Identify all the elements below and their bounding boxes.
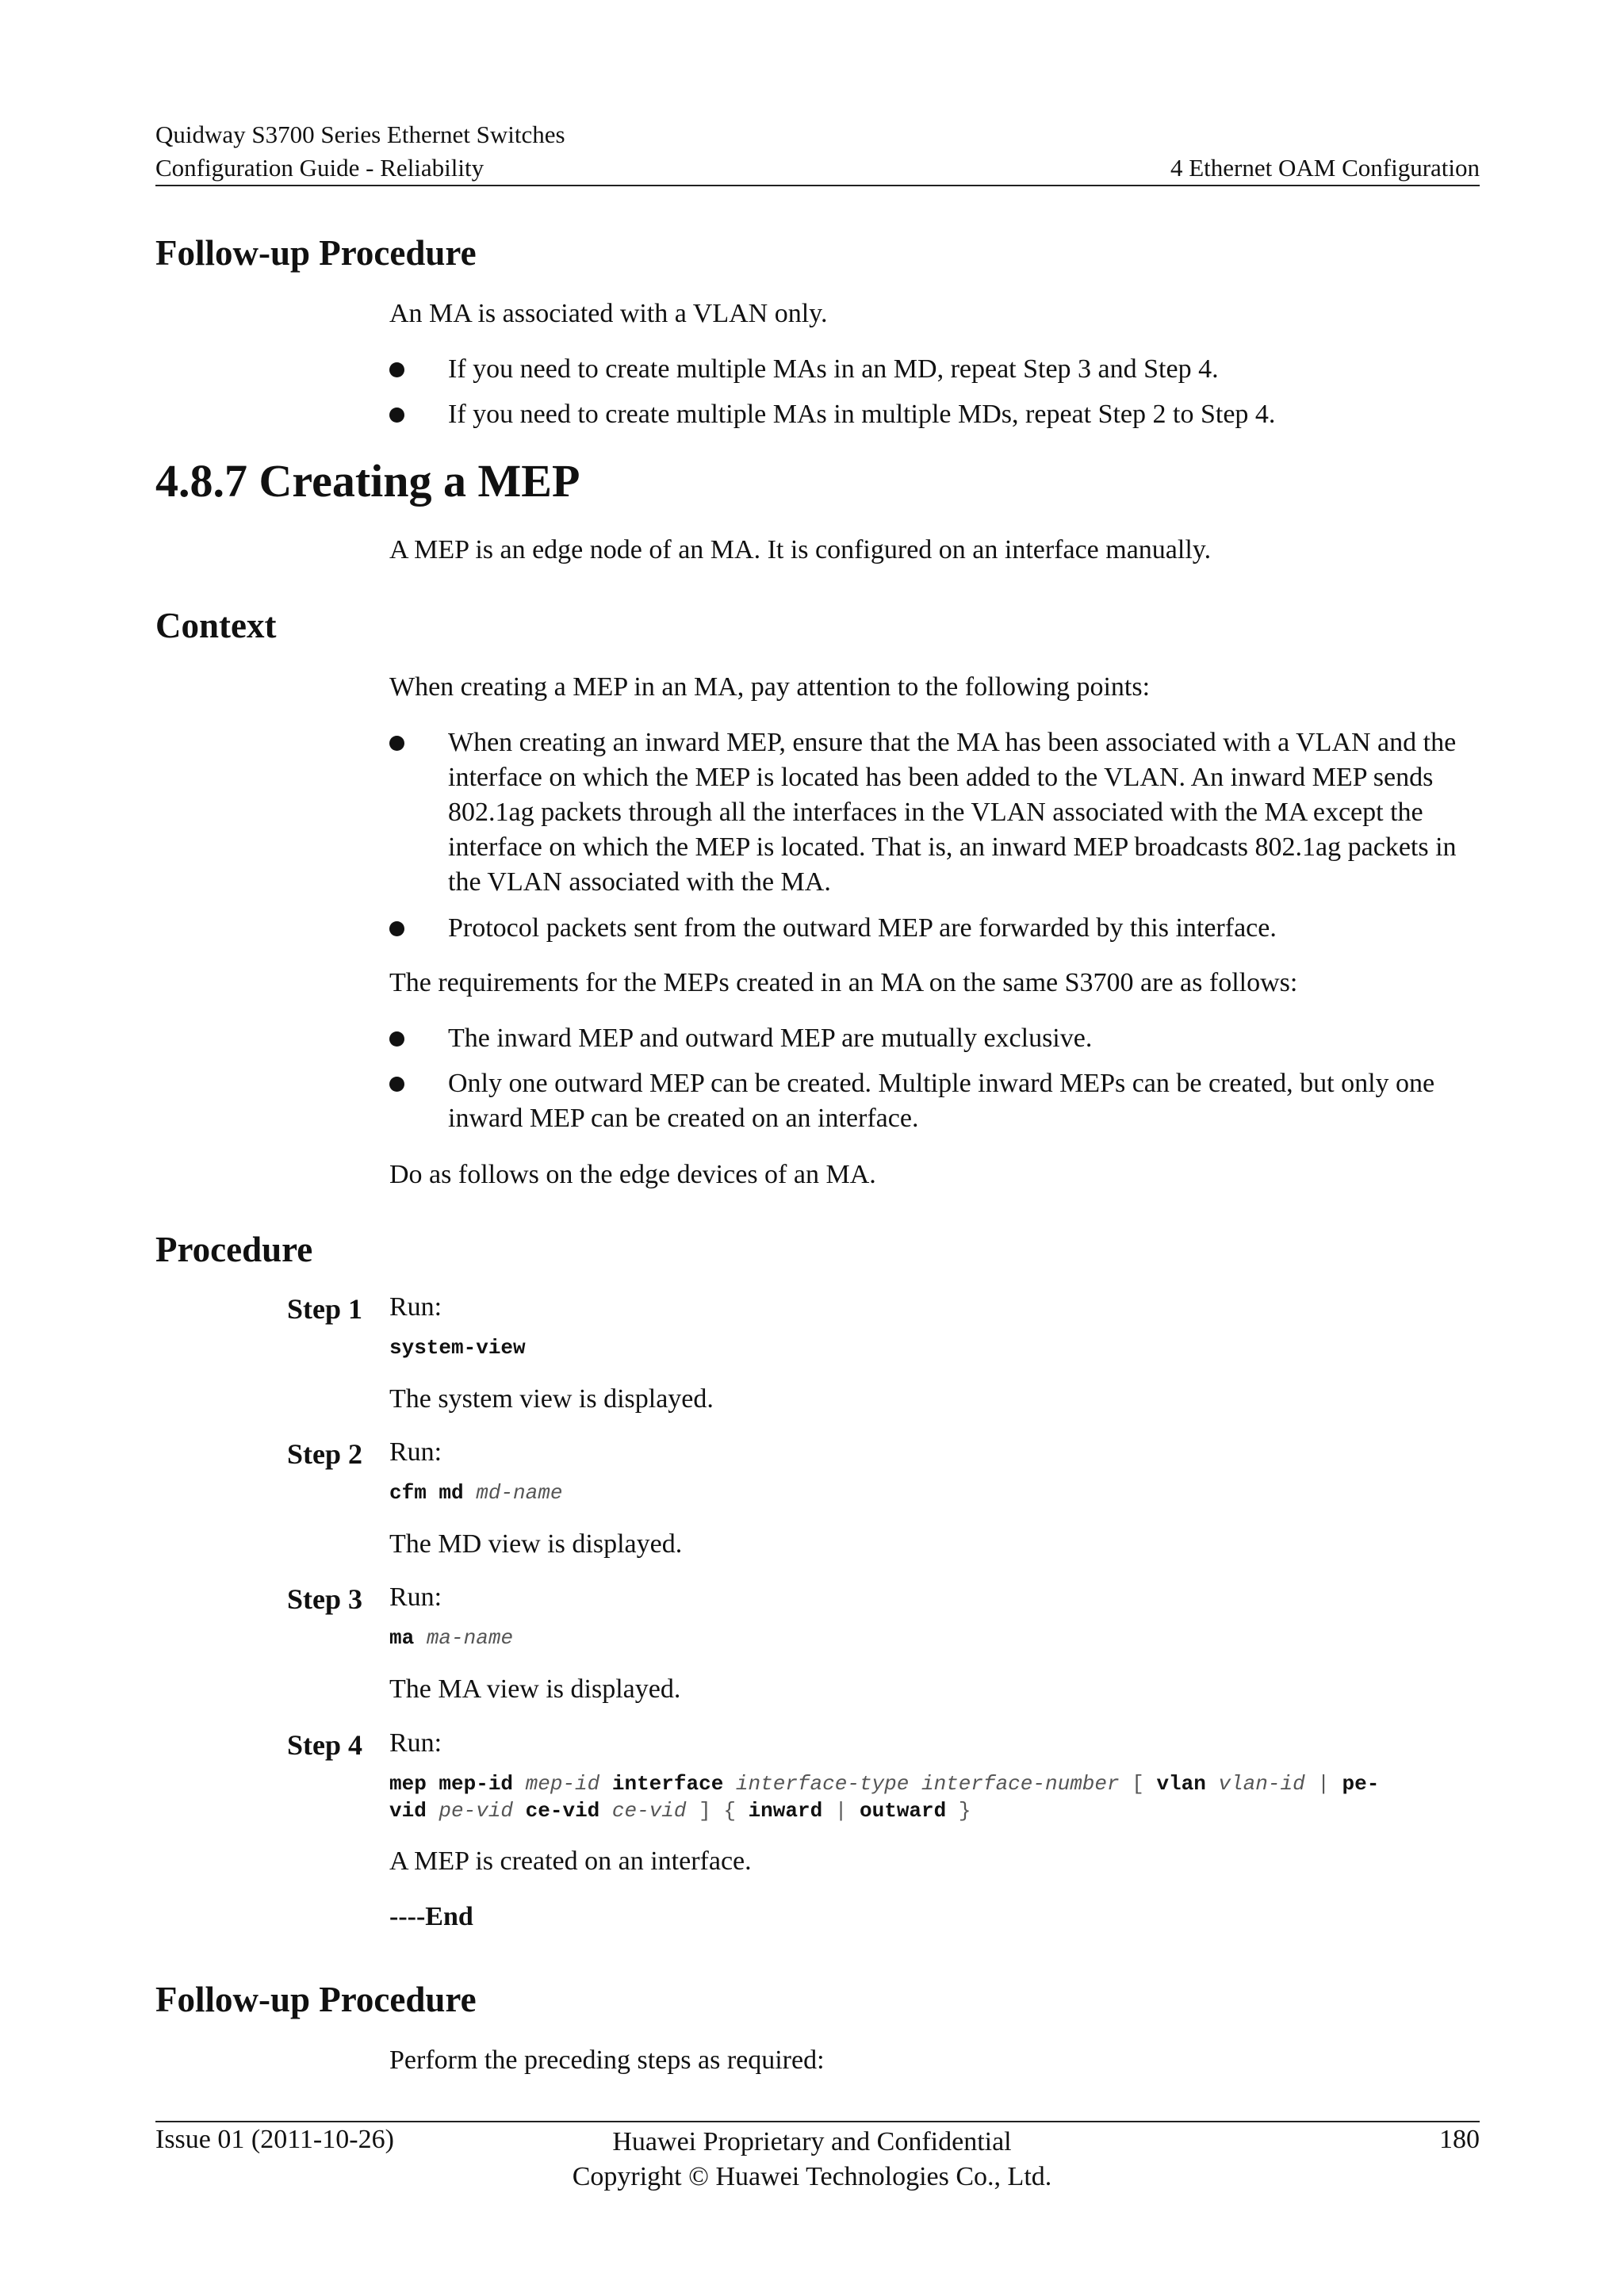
footer-issue: Issue 01 (2011-10-26) — [155, 2125, 394, 2154]
command-symbol: | — [834, 1799, 848, 1823]
command-keyword: vid — [389, 1799, 427, 1823]
step-label: Step 2 — [287, 1438, 363, 1470]
step-label: Step 1 — [287, 1293, 363, 1325]
step-label: Step 4 — [287, 1729, 363, 1761]
command-keyword: pe- — [1342, 1772, 1380, 1796]
footer-confidential: Huawei Proprietary and Confidential — [612, 2127, 1012, 2156]
page-number: 180 — [1439, 2125, 1480, 2154]
command-keyword: interface — [611, 1772, 724, 1796]
step-run-text: Run: — [389, 1582, 442, 1612]
step-label: Step 3 — [287, 1583, 363, 1615]
command-symbol: | — [1317, 1772, 1330, 1796]
command-argument: md-name — [476, 1481, 563, 1505]
followup-heading: Follow-up Procedure — [155, 233, 477, 273]
context-requirements: The requirements for the MEPs created in an MA on the same S3700 are as follows: — [389, 968, 1298, 997]
footer-divider — [155, 2121, 1480, 2122]
command-line — [389, 1334, 1484, 1361]
command-argument: vlan-id — [1218, 1772, 1305, 1796]
bullet-icon — [389, 921, 404, 936]
command-symbol: } — [958, 1799, 971, 1823]
header-guide-title: Configuration Guide - Reliability — [155, 154, 485, 182]
section-title: 4.8.7 Creating a MEP — [155, 455, 580, 507]
step-result: The MA view is displayed. — [389, 1674, 681, 1704]
header-chapter-title: 4 Ethernet OAM Configuration — [1170, 154, 1480, 182]
step-run-text: Run: — [389, 1437, 442, 1467]
procedure-end-marker: ----End — [389, 1902, 473, 1931]
followup-intro: An MA is associated with a VLAN only. — [389, 299, 828, 328]
step-run-text: Run: — [389, 1728, 442, 1758]
followup-heading: Follow-up Procedure — [155, 1980, 477, 2019]
list-item-text: Protocol packets sent from the outward MEP are forwarded by this interface. — [448, 913, 1277, 943]
command-keyword: ma — [389, 1626, 415, 1650]
context-heading: Context — [155, 606, 277, 645]
command-line — [389, 1770, 1484, 1824]
bullet-icon — [389, 736, 404, 751]
context-closing: Do as follows on the edge devices of an MA. — [389, 1160, 876, 1189]
command-symbol: [ — [1132, 1772, 1144, 1796]
bullet-icon — [389, 408, 404, 423]
command-symbol: { — [723, 1799, 736, 1823]
command-argument: pe-vid — [439, 1799, 514, 1823]
section-intro: A MEP is an edge node of an MA. It is configured on an interface manually. — [389, 535, 1212, 564]
command-keyword: inward — [748, 1799, 823, 1823]
step-result: The system view is displayed. — [389, 1384, 714, 1414]
step-run-text: Run: — [389, 1292, 442, 1322]
step-result: The MD view is displayed. — [389, 1529, 683, 1559]
list-item-text: When creating an inward MEP, ensure that the MA has been associated with a VLAN and the interface on which the MEP is located has been added to the VLAN. An inward MEP sends 802.1ag packets through all the interfaces in the VLAN associated with the MA except the interface on which the MEP is located. That is, an inward MEP broadcasts 802.1ag packets in the VLAN associated with the MA. — [448, 728, 1457, 897]
command-keyword: vlan — [1156, 1772, 1206, 1796]
list-item-text: Only one outward MEP can be created. Multiple inward MEPs can be created, but only one inward MEP can be created on an interface. — [448, 1069, 1435, 1133]
list-item-text: If you need to create multiple MAs in multiple MDs, repeat Step 2 to Step 4. — [448, 400, 1276, 429]
bullet-icon — [389, 1077, 404, 1092]
step-result: A MEP is created on an interface. — [389, 1846, 752, 1876]
command-line — [389, 1624, 1484, 1651]
procedure-heading: Procedure — [155, 1230, 313, 1269]
header-product-title: Quidway S3700 Series Ethernet Switches — [155, 121, 565, 148]
bullet-icon — [389, 1031, 404, 1047]
command-keyword: system-view — [389, 1336, 526, 1360]
footer-copyright-line: Copyright © Huawei Technologies Co., Ltd. — [572, 2162, 1052, 2191]
context-intro: When creating a MEP in an MA, pay attention to the following points: — [389, 672, 1151, 702]
followup-intro: Perform the preceding steps as required: — [389, 2045, 825, 2075]
command-symbol: ] — [699, 1799, 711, 1823]
command-argument: ce-vid — [611, 1799, 687, 1823]
command-keyword: ce-vid — [525, 1799, 600, 1823]
command-line-2 — [389, 1797, 1484, 1824]
command-argument: mep-id — [525, 1772, 600, 1796]
command-line-1 — [389, 1770, 1484, 1797]
command-keyword: outward — [860, 1799, 947, 1823]
command-keyword: cfm md — [389, 1481, 464, 1505]
command-keyword: mep mep-id — [389, 1772, 514, 1796]
list-item-text: If you need to create multiple MAs in an MD, repeat Step 3 and Step 4. — [448, 354, 1219, 384]
footer-copyright — [0, 2125, 1624, 2195]
command-argument: interface-type interface-number — [735, 1772, 1120, 1796]
command-argument: ma-name — [426, 1626, 514, 1650]
list-item-text: The inward MEP and outward MEP are mutually exclusive. — [448, 1024, 1093, 1053]
bullet-icon — [389, 362, 404, 377]
header-divider — [155, 185, 1480, 186]
command-line — [389, 1479, 1484, 1506]
